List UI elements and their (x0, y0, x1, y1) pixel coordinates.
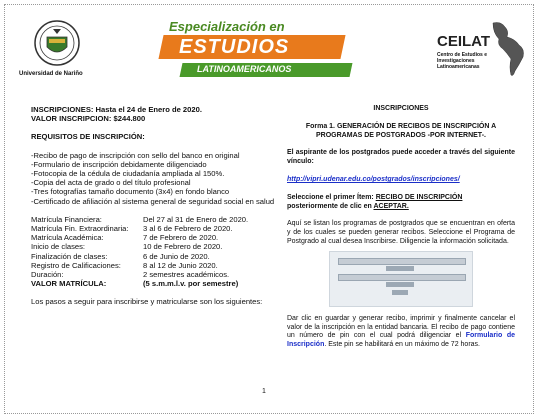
final-text-2: . Este pin se habilitará en un máximo de 72 horas. (324, 341, 480, 349)
select-pre: Seleccione el primer Ítem: (287, 193, 376, 201)
form-screenshot-button (386, 266, 414, 271)
form-screenshot-button (386, 282, 414, 287)
schedule-value: Del 27 al 31 de Enero de 2020. (143, 214, 249, 224)
program-banner (161, 19, 351, 79)
select-accept: ACEPTAR. (373, 202, 409, 210)
form-screenshot-field (338, 274, 466, 281)
banner-line3: LATINOAMERICANOS (197, 64, 292, 74)
schedule-value: 2 semestres académicos. (143, 270, 230, 280)
final-instructions (287, 315, 515, 350)
listing-text: Aquí se listan los programas de postgrados que se encuentran en oferta y de los cuales se pueden generar recibos. Seleccione el Programa de Postgrado al cual desea Inscribirse. Diligencie la información solicitada. (287, 220, 515, 245)
steps-text: Los pasos a seguir para inscribirse y matricularse son los siguientes: (31, 297, 263, 307)
banner-line2: ESTUDIOS (179, 36, 290, 58)
document-page (4, 4, 534, 414)
schedule-value: 7 de Febrero de 2020. (143, 233, 219, 243)
final-text-1: Dar clic en guardar y generar recibo, imprimir y finalmente cancelar el valor de la inscripción en la entidad bancaria. El recibo de pago contiene un número de pin con el cual podrá diligenciar el (287, 314, 515, 340)
left-column (31, 105, 275, 307)
schedule-value: 3 al 6 de Febrero de 2020. (143, 224, 233, 234)
schedule-label: Duración: (31, 270, 64, 280)
schedule-label: Matrícula Financiera: (31, 214, 102, 224)
requirement-item: -Fotocopia de la cédula de ciudadanía ampliada al 150%. (31, 169, 225, 179)
banner-line1: Especialización en (169, 19, 285, 34)
form-screenshot-field (338, 258, 466, 265)
tuition-value: (5 s.m.m.l.v. por semestre) (143, 279, 239, 289)
requirement-item: -Copia del acta de grado o del título profesional (31, 178, 191, 188)
access-intro: El aspirante de los postgrados puede acceder a través del siguiente vínculo: (287, 149, 515, 166)
form-screenshot-button (392, 290, 408, 295)
inscription-value: VALOR INSCRIPCION: $244.800 (31, 114, 146, 124)
ceilat-logo (437, 25, 533, 81)
select-instruction (287, 194, 515, 212)
schedule-value: 10 de Febrero de 2020. (143, 242, 223, 252)
right-title: INSCRIPCIONES (373, 105, 429, 112)
schedule-value: 8 al 12 de Junio 2020. (143, 260, 218, 270)
requirement-item: -Formulario de inscripción debidamente diligenciado (31, 159, 207, 169)
select-post: posteriormente de clic en (287, 202, 374, 210)
latin-america-map-icon (487, 19, 533, 79)
select-item: RECIBO DE INSCRIPCIÓN (375, 193, 463, 201)
university-seal-logo (33, 19, 81, 71)
schedule-label: Matrícula Académica: (31, 233, 104, 243)
form-inscription-link[interactable]: Formulario de Inscripción (287, 332, 515, 349)
university-name: Universidad de Nariño (19, 71, 83, 77)
schedule-table (31, 215, 275, 289)
tuition-label: VALOR MATRÍCULA: (31, 279, 107, 289)
inscription-link-line (287, 176, 515, 185)
requirement-item: -Recibo de pago de inscripción con sello del banco en original (31, 150, 240, 160)
right-column (287, 105, 515, 350)
ceilat-subtitle: Centro de Estudios e Investigaciones Latinoamericanas (437, 52, 488, 70)
requirement-item: -Tres fotografías tamaño documento (3x4) en fondo blanco (31, 187, 230, 197)
schedule-label: Matrícula Fin. Extraordinaria: (31, 224, 129, 234)
schedule-label: Finalización de clases: (31, 251, 108, 261)
ceilat-title: CEILAT (437, 33, 491, 50)
requirement-item: -Certificado de afiliación al sistema general de seguridad social en salud (31, 196, 275, 206)
schedule-label: Inicio de clases: (31, 242, 86, 252)
inscriptions-deadline: INSCRIPCIONES: Hasta el 24 de Enero de 2020. (31, 105, 202, 114)
page-header (5, 5, 535, 85)
form-title: Forma 1. GENERACIÓN DE RECIBOS DE INSCRIPCIÓN A PROGRAMAS DE POSTGRADOS -POR INTERNET-. (305, 122, 497, 139)
schedule-label: Registro de Calificaciones: (31, 260, 121, 270)
requirements-title: REQUISITOS DE INSCRIPCIÓN: (31, 132, 145, 142)
inscription-link[interactable]: http://vipri.udenar.edu.co/postgrados/inscripciones/ (287, 175, 460, 183)
form-screenshot (329, 251, 473, 307)
page-number: 1 (262, 388, 266, 395)
schedule-value: 6 de Junio de 2020. (143, 251, 210, 261)
